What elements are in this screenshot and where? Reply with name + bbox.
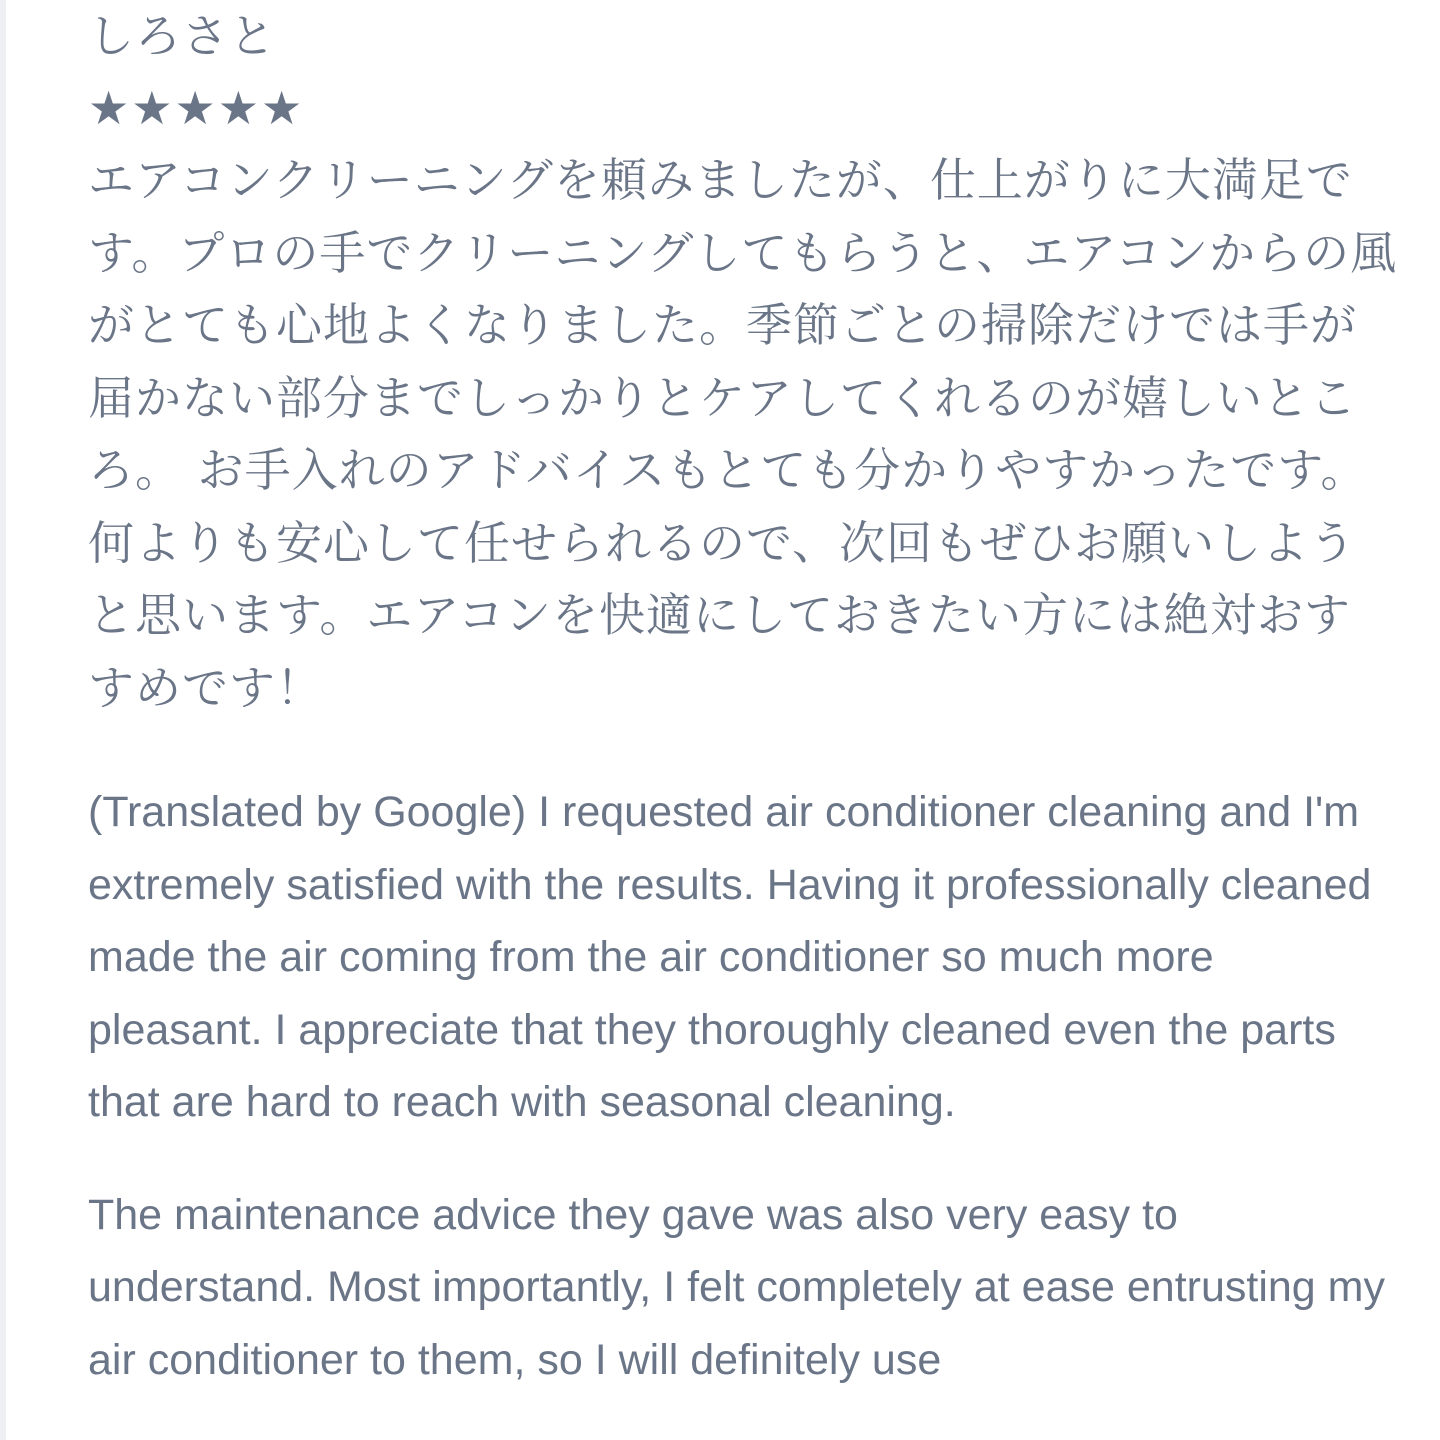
reviewer-name: しろさと (88, 9, 276, 63)
review-translated-paragraph-2: The maintenance advice they gave was also very easy to understand. Most importantly, I felt completely at ease entrusting my air conditioner to them, so I will definitely use (88, 1190, 1385, 1384)
star-rating: ★★★★★ (88, 81, 305, 135)
review-translated-paragraph-1: (Translated by Google) I requested air conditioner cleaning and I'm extremely satisfied with the results. Having it professionally cleaned made the air coming from the air conditioner so much more pleasant. I appreciate that they thoroughly cleaned even the parts that are hard to reach with seasonal cleaning. (88, 788, 1372, 1126)
left-edge-divider (0, 0, 6, 1440)
review-card (88, 0, 1398, 1396)
review-original-text: エアコンクリーニングを頼みましたが、仕上がりに大満足です。プロの手でクリーニングしてもらうと、エアコンからの風がとても心地よくなりました。季節ごとの掃除だけでは手が届かない部分までしっかりとケアしてくれるのが嬉しいところ。 お手入れのアドバイスもとても分かりやすかったです。何よりも安心して任せられるので、次回もぜひお願いしようと思います。エアコンを快適にしておきたい方には絶対おすすめです！ (88, 153, 1398, 715)
